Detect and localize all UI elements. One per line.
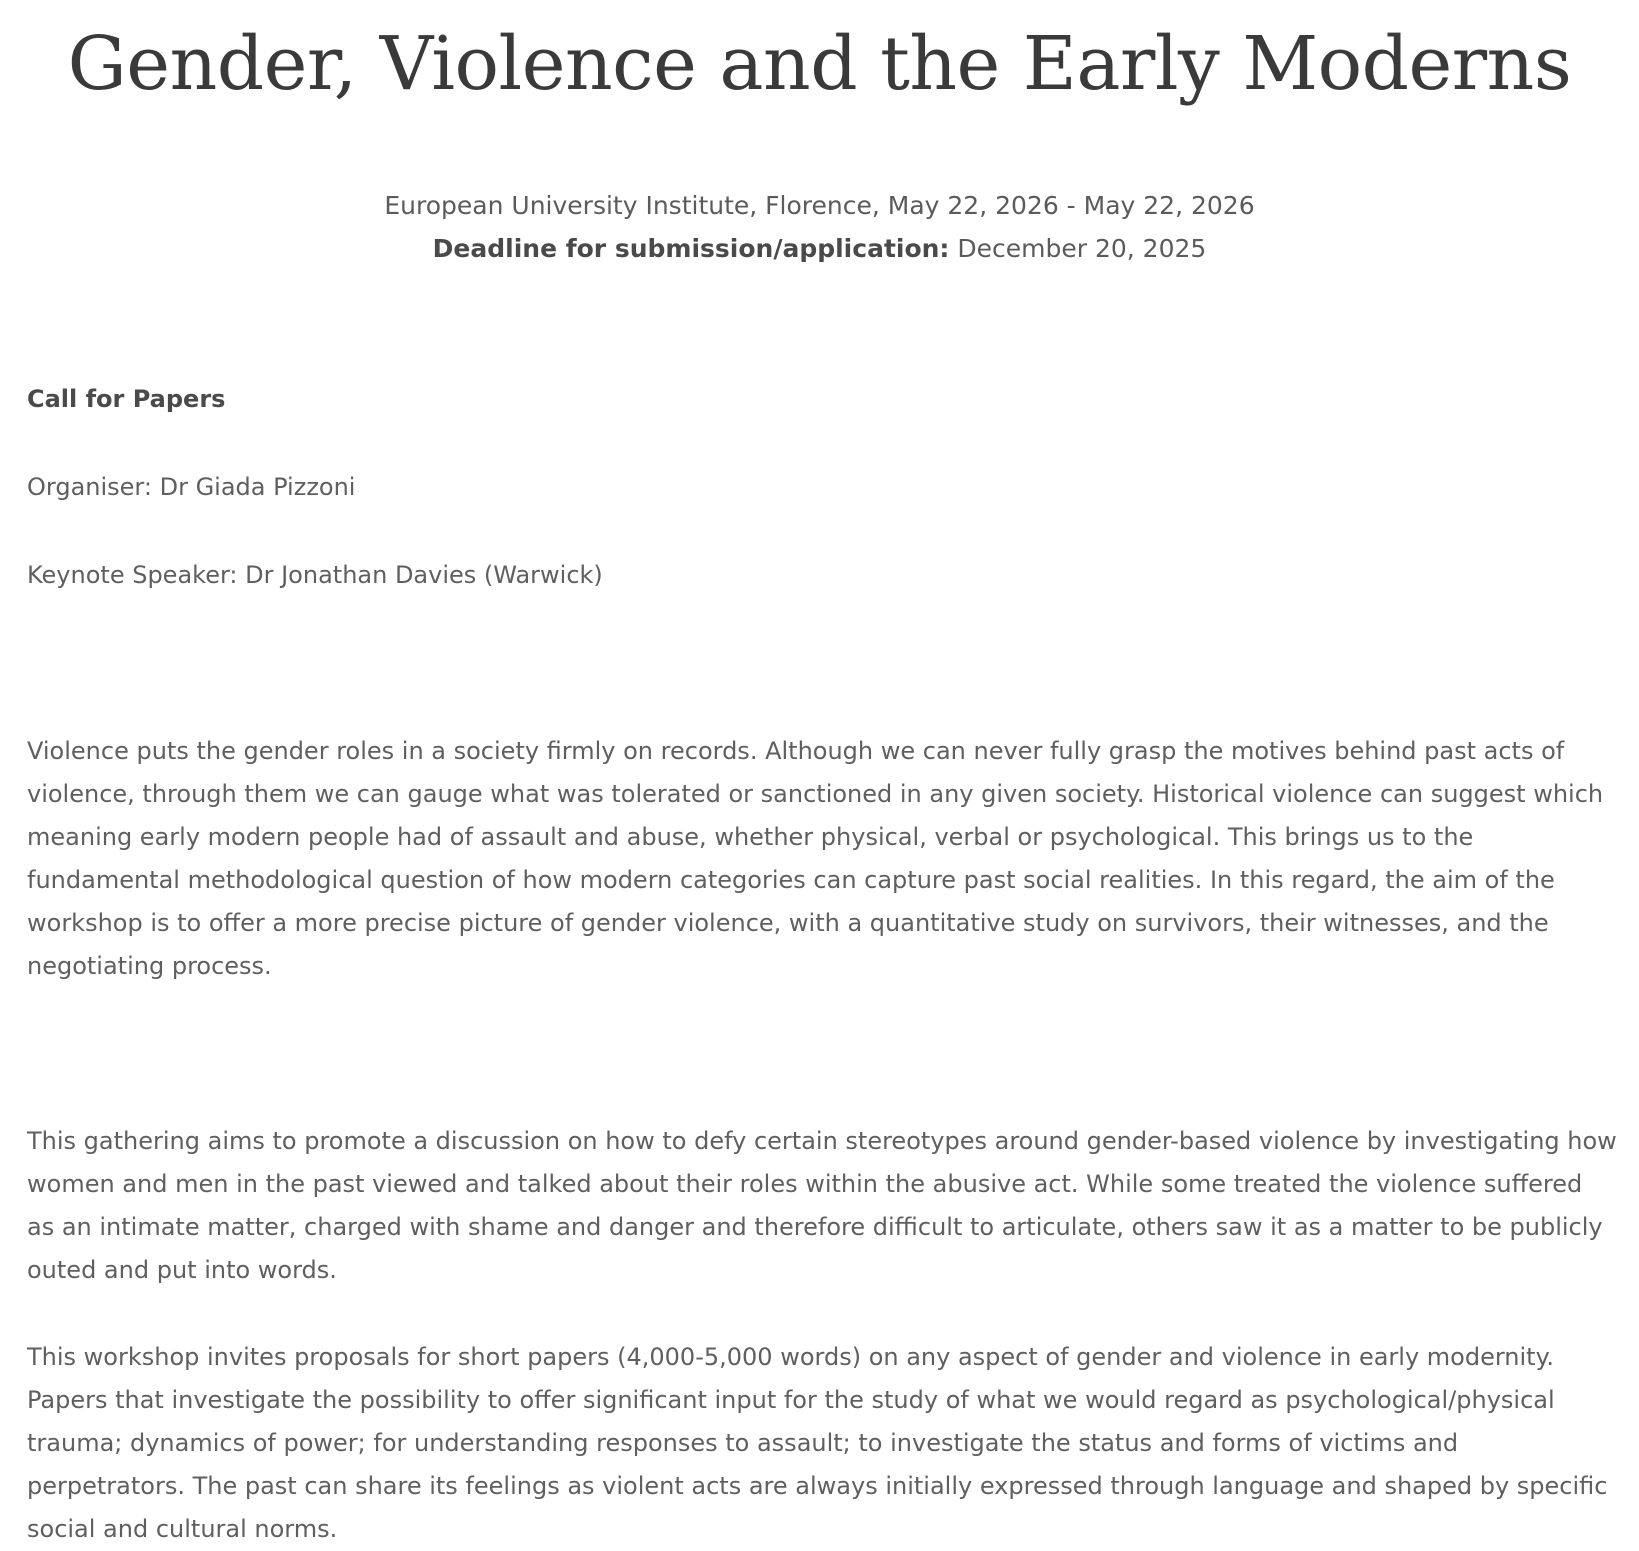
deadline-label: Deadline for submission/application: (432, 234, 950, 263)
call-for-papers-heading: Call for Papers (27, 385, 226, 413)
body-paragraph: This gathering aims to promote a discussion on how to defy certain stereotypes around gender-based violence by investigating how women and men in the past viewed and talked about their roles within the abusive act. While some treated the violence suffered as an intimate matter, charged with shame and danger and therefore difficult to articulate, others saw it as a matter to be publicly outed and put into words. (27, 1127, 1617, 1284)
body-paragraph: Violence puts the gender roles in a society firmly on records. Although we can never fully grasp the motives behind past acts of violence, through them we can gauge what was tolerated or sanctioned in any given society. Historical violence can suggest which meaning early modern people had of assault and abuse, whether physical, verbal or psychological. This brings us to the fundamental methodological question of how modern categories can capture past social realities. In this regard, the aim of the workshop is to offer a more precise picture of gender violence, with a quantitative study on survivors, their witnesses, and the negotiating process. (27, 737, 1604, 980)
keynote-speaker-line: Keynote Speaker: Dr Jonathan Davies (Warwick) (27, 561, 603, 589)
deadline-value: December 20, 2025 (957, 234, 1207, 263)
event-location-dates: European University Institute, Florence, May 22, 2026 - May 22, 2026 (384, 191, 1255, 220)
page-title: Gender, Violence and the Early Moderns (67, 21, 1572, 107)
deadline-line (0, 227, 1639, 270)
organiser-line: Organiser: Dr Giada Pizzoni (27, 473, 356, 501)
event-meta (0, 184, 1639, 270)
body-paragraph: This workshop invites proposals for short papers (4,000-5,000 words) on any aspect of gender and violence in early modernity. Papers that investigate the possibility to offer significant input for the study of what we would regard as psychological/physical trauma; dynamics of power; for understanding responses to assault; to investigate the status and forms of victims and perpetrators. The past can share its feelings as violent acts are always initially expressed through language and shaped by specific social and cultural norms. (27, 1343, 1608, 1543)
